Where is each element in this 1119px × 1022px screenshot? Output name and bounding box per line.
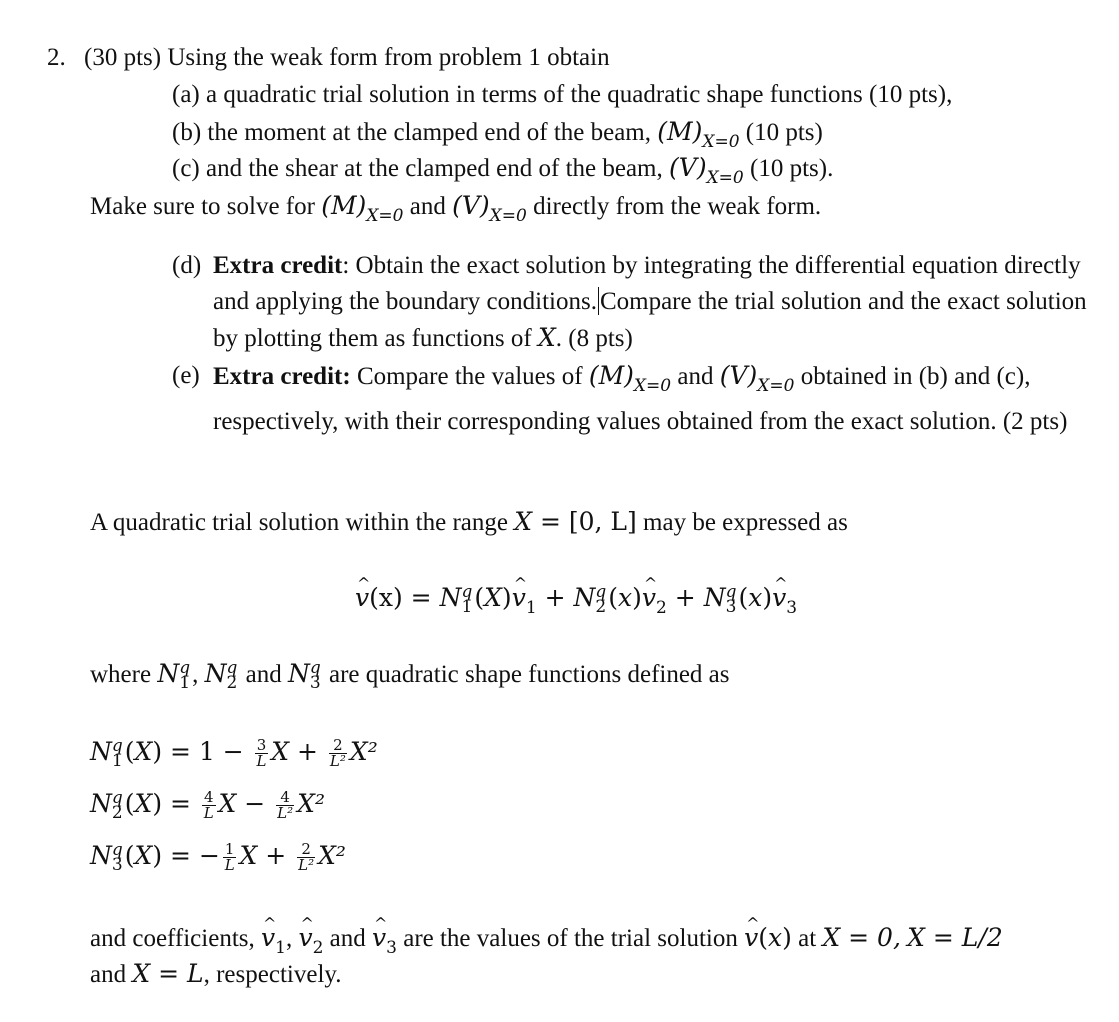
coef-end: , respectively. [203,961,342,988]
make-sure-line [90,188,821,234]
item-b-pts: (10 pts) [745,119,823,146]
where-prefix: where [90,661,152,688]
make-sure-suffix: directly from the weak form. [533,193,822,220]
item-d [213,248,1093,357]
n2-symbol: N q 2 [204,657,238,693]
range-line [90,504,848,541]
item-a-label: (a) [172,81,200,108]
item-c-pts: (10 pts). [750,155,834,182]
x-symbol: X [537,323,556,352]
v3-symbol: ^ $v_3$ [372,923,397,952]
moment-symbol: $(M)_{X=0}$ [321,191,404,226]
make-sure-prefix: Make sure to solve for [90,193,315,220]
range-suffix: may be expressed as [643,509,848,536]
at-x0: X = 0, [822,923,901,952]
moment-symbol: $(M)_{X=0}$ [588,361,672,396]
coefficients-line: and coefficients, ^ $v_1$, ^ $v_2$ and ^ $v_3$ are the values of the trial solution ^ v(x) at X = 0, X = L/2 [90,920,1003,966]
shape-function-n1: N q 1 (X) = 1 − $\frac{3}{L}$ X + $\frac{2}{\text{L²}}$ X² [90,735,378,771]
item-e-label: (e) [172,362,200,389]
moment-symbol: $(M)_{X=0}$ [657,117,740,152]
range-eq: X = [0, L] [514,507,637,536]
item-e [213,358,1083,440]
v1-symbol: ^ $v_1$ [261,923,286,952]
item-a-text: a quadratic trial solution in terms of the quadratic shape functions (10 pts), [206,81,953,108]
item-e-text2: obtained in (b) and (c), respectively, with their corresponding values obtained from the exact solution. (2 pts) [213,363,1068,435]
item-e-bold: Extra credit: [213,363,351,390]
n1-symbol: N q 1 [157,657,191,693]
v2-symbol: ^ $v_2$ [298,923,323,952]
item-c-text: and the shear at the clamped end of the beam, [206,155,663,182]
shear-symbol: $(V)_{X=0}$ [669,153,744,188]
n3-symbol: N q 3 [287,657,321,693]
item-d-text2: Compare the trial solution and the exact solution by plotting them as functions of [213,288,1087,352]
item-d-bold: Extra credit [213,252,343,279]
shear-symbol: $(V)_{X=0}$ [452,191,527,226]
problem-intro: (30 pts) Using the weak form from problem 1 obtain [84,44,610,71]
trial-symbol: ^ v(x) [744,923,792,952]
item-e-text1: Compare the values of [356,363,583,390]
item-c-label: (c) [172,155,200,182]
at-xl: X = L [132,959,204,988]
where-line: where N q 1 , N q 2 and N q 3 are quadratic shape functions defined as [90,657,730,693]
item-e-and: and [677,363,714,390]
item-a [172,77,952,113]
range-prefix: A quadratic trial solution within the range [90,509,508,536]
coefficients-line-2: and X = L, respectively. [90,959,342,988]
shape-function-n3: N q 3 (X) = − $\frac{1}{L}$ X + $\frac{2}{\text{L²}}$ X² [90,839,346,875]
problem-number: 2. [47,44,66,71]
make-sure-and: and [409,193,446,220]
item-b-label: (b) [172,119,202,146]
coef-mid: are the values of the trial solution [403,925,738,952]
item-d-text3: . (8 pts) [555,325,633,352]
item-d-label: (d) [172,252,202,279]
text-cursor [598,287,599,315]
where-suffix: are quadratic shape functions defined as [328,661,730,688]
shape-function-n2: N q 2 (X) = $\frac{4}{L}$ X − $\frac{4}{\text{L²}}$ X² [90,787,325,823]
coef-prefix: and coefficients, [90,925,255,952]
problem-heading [47,40,610,76]
trial-solution-equation: ^ v(x) = N q 1 (X)^ $v_1 + N$ q 2 (x)^ $v_2 + N$ q 3 (x)^ $v_3$ [355,580,797,626]
shear-symbol: $(V)_{X=0}$ [719,361,795,396]
at-xl2: X = L/2 [907,923,1003,952]
item-d-text1: : Obtain the exact solution by integrating the differential equation directly and applying the boundary conditions. [213,252,1081,315]
item-b-text: the moment at the clamped end of the beam, [207,119,651,146]
